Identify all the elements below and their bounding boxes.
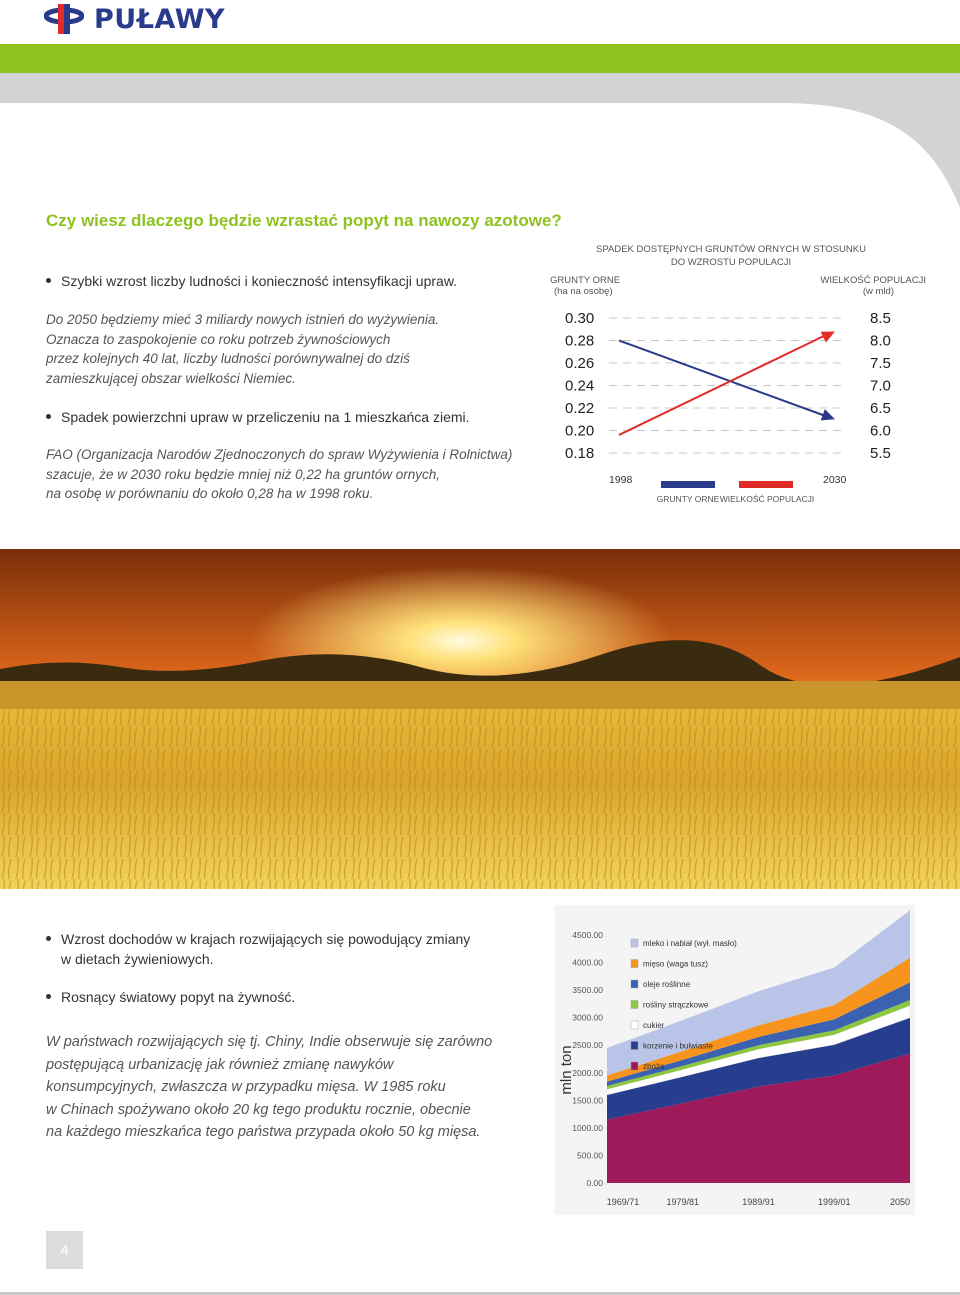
page-number: 4 [46,1231,83,1269]
chart2-x-tick: 1979/81 [666,1197,700,1207]
chart2-y-tick: 1500.00 [572,1095,603,1106]
bullet-food-demand: Rosnący światowy popyt na żywność. [46,987,295,1007]
chart2-x-tick: 1969/71 [606,1197,640,1207]
chart2-y-label: mln ton [558,1045,575,1095]
chart1-right-tick: 6.5 [870,400,891,417]
brand-logo [44,2,225,36]
chart2-legend-swatch [631,939,638,947]
chart1-left-tick: 0.28 [565,332,595,350]
chart1-legend-population: WIELKOŚĆ POPULACJI [719,494,815,504]
chart2-x-tick: 1989/91 [742,1197,775,1207]
brand-name: PUŁAWY [94,3,226,35]
chart2-legend-label: korzenie i bulwiaste [643,1041,713,1051]
chart1-left-tick: 0.22 [565,400,595,417]
bullet-dot [46,994,51,999]
chart1-series-line [619,341,829,418]
chart1-left-tick: 0.18 [565,445,595,462]
chart1-right-tick: 7.0 [870,377,891,395]
chart2-y-tick: 500.00 [577,1150,603,1161]
paragraph-fao: FAO (Organizacja Narodów Zjednoczonych do spraw Wyżywienia i Rolnictwa) szacuje, że w 2030 roku będzie mniej niż 0,22 ha gruntów ornych, na osobę w porównaniu do około 0,28 ha w 1998 roku. [46,447,513,501]
chart1-series-line [619,334,829,436]
chart2-legend-swatch [631,1062,638,1070]
chart1-left-tick: 0.24 [565,377,595,395]
chart1-left-axis-label: GRUNTY ORNE [550,275,621,286]
chart1-left-tick: 0.26 [565,355,595,372]
chart1-legend-land: GRUNTY ORNE [656,494,720,504]
chart1-right-tick: 5.5 [870,445,891,462]
chart1-right-tick: 7.5 [870,355,891,372]
bullet-population-growth: Szybki wzrost liczby ludności i konieczność intensyfikacji upraw. [46,271,457,291]
chart2-legend-swatch [631,1042,638,1050]
paragraph-developing-countries: W państwach rozwijających się tj. Chiny, Indie obserwuje się zarówno postępującą urbanizację jak również zmianę nawyków konsumpcyjnych, zwłaszcza w przypadku mięsa. W 1985 roku w Chinach spożywano około 20 kg tego produktu rocznie, obecnie na każdego mieszkańca tego państwa przypada około 50 kg mięsa. [46,1034,493,1140]
bullet-arable-land-decline: Spadek powierzchni upraw w przeliczeniu na 1 mieszkańca ziemi. [46,407,470,427]
chart2-legend-label: oleje roślinne [643,980,691,989]
chart1-legend-swatch-land [661,481,715,488]
chart1-right-axis-label: WIELKOŚĆ POPULACJI [820,275,926,286]
chart1-right-tick: 6.0 [870,422,891,440]
chart2-y-tick: 3000.00 [572,1012,603,1023]
chart2-legend-swatch [631,1021,638,1029]
chart2-x-tick: 2050 [889,1197,910,1207]
chart2-x-tick: 1999/01 [817,1197,851,1207]
chart1-legend-swatch-population [739,481,793,488]
chart2-y-tick: 0.00 [586,1178,603,1188]
land-population-chart [545,238,945,513]
header-green-band [0,44,960,73]
bullet-dot [46,936,51,941]
chart1-x-end: 2030 [823,474,847,486]
chart2-y-tick: 3500.00 [572,985,603,996]
bullet-dot [46,414,51,419]
bullet-dot [46,278,51,283]
chart1-x-start: 1998 [609,474,633,486]
chart1-right-tick: 8.5 [870,310,891,327]
chart2-y-tick: 2000.00 [572,1067,603,1078]
chart2-legend-label: mięso (waga tusz) [643,959,708,969]
header-grey-swoosh [0,73,960,208]
chart2-legend-label: rośliny strączkowe [643,1000,709,1010]
chart1-series-arrowhead [821,409,835,420]
chart1-left-axis-unit: (ha na osobę) [554,286,613,297]
food-consumption-chart [555,905,915,1215]
brand-emblem-icon [44,4,84,34]
chart2-legend-swatch [631,1001,638,1009]
chart2-legend-label: cukier [643,1021,665,1030]
chart1-left-tick: 0.20 [565,422,595,440]
page-headline: Czy wiesz dlaczego będzie wzrastać popyt na nawozy azotowe? [46,211,562,230]
paragraph-population: Do 2050 będziemy mieć 3 miliardy nowych istnień do wyżywienia. Oznacza to zaspokojenie co roku potrzeb żywnościowych przez kolejnych 40 lat, liczby ludności porównywalnej do dziś zamieszkującej obszar wielkości Niemiec. [46,312,440,386]
chart2-y-tick: 2500.00 [572,1040,603,1051]
chart2-y-tick: 4000.00 [572,957,603,968]
chart1-title-line1: SPADEK DOSTĘPNYCH GRUNTÓW ORNYCH W STOSUNKU [596,244,866,255]
chart2-y-tick: 1000.00 [572,1122,603,1133]
chart1-right-tick: 8.0 [870,332,891,350]
chart2-legend-swatch [631,960,638,968]
chart1-title-line2: DO WZROSTU POPULACJI [670,257,792,268]
chart1-left-tick: 0.30 [565,310,595,327]
wheat-field-photo [0,549,960,889]
chart2-legend-label: zboża [643,1062,665,1071]
chart2-legend-label: mleko i nabiał (wył. masło) [643,939,737,948]
bullet-income-growth: Wzrost dochodów w krajach rozwijających się powodujący zmiany w dietach żywieniowych. [46,929,486,969]
chart2-legend-swatch [631,980,638,988]
chart2-y-tick: 4500.00 [572,930,603,940]
chart1-right-axis-unit: (w mld) [862,286,894,297]
